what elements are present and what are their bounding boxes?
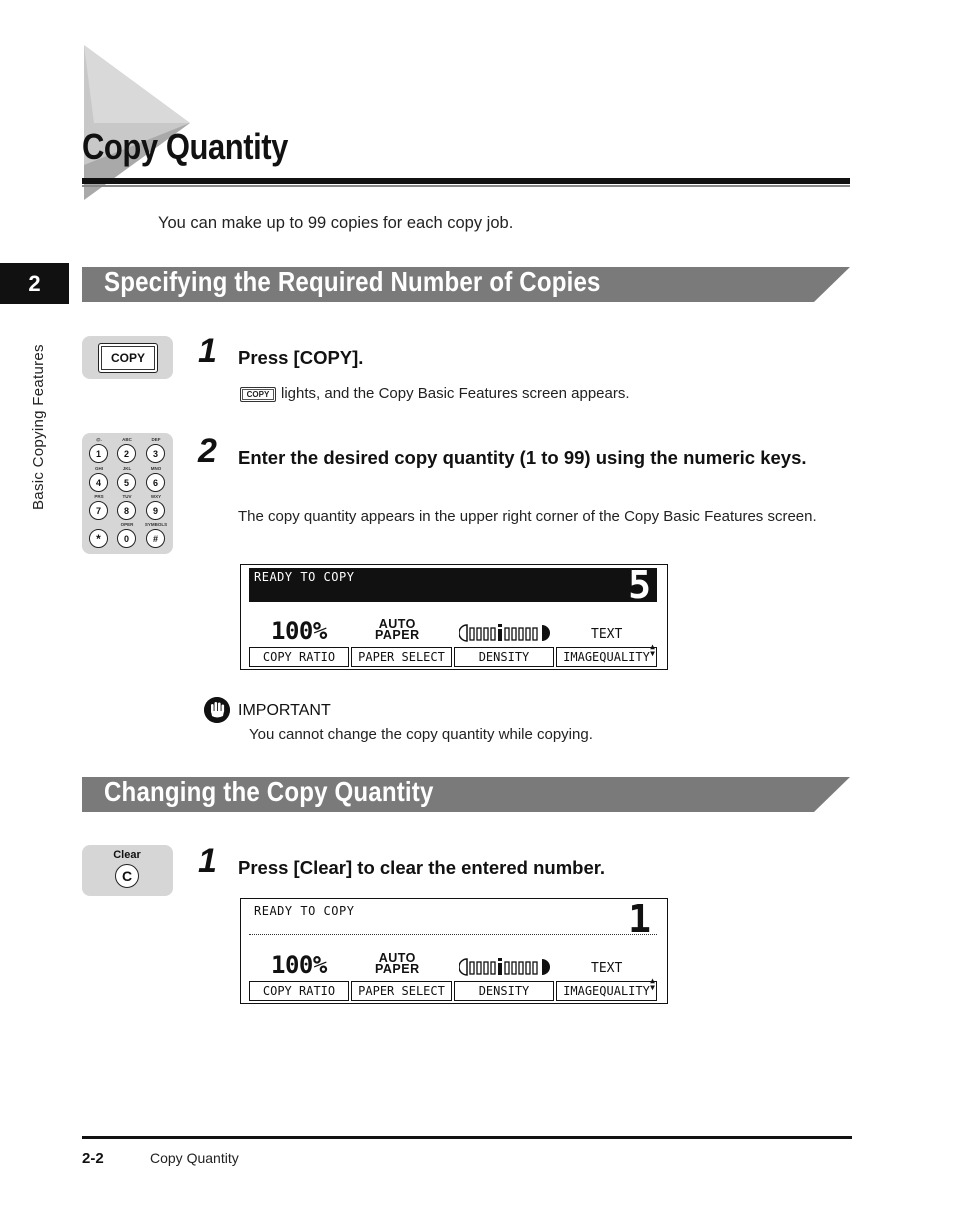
lcd-ratio-value: 100%: [271, 617, 327, 645]
page-title: Copy Quantity: [82, 126, 288, 167]
density-button[interactable]: DENSITY: [454, 647, 554, 667]
section-title: Specifying the Required Number of Copies: [104, 266, 601, 297]
lcd-dotted-divider: [249, 934, 657, 935]
step-body: [240, 383, 630, 404]
key-sublabel: OPER: [120, 522, 134, 527]
step-number: 1: [198, 332, 217, 370]
density-scale-icon: [459, 623, 551, 643]
key-5: 5: [117, 473, 136, 492]
key-2: 2: [117, 444, 136, 463]
step-heading: Press [Clear] to clear the entered number.: [238, 857, 606, 878]
step-body-text: lights, and the Copy Basic Features screen appears.: [281, 385, 630, 402]
lcd-screen: [240, 898, 668, 1004]
important-hand-icon: [204, 697, 230, 723]
copy-ratio-button[interactable]: COPY RATIO: [249, 647, 349, 667]
clear-key-label: Clear: [113, 849, 141, 861]
lcd-status-bar: [249, 897, 657, 941]
footer-title: Copy Quantity: [150, 1150, 239, 1166]
key-3: 3: [146, 444, 165, 463]
lcd-paper-line1: AUTO: [378, 951, 416, 965]
lcd-button-row: [249, 981, 657, 1001]
important-label: IMPORTANT: [238, 702, 331, 719]
key-asterisk: *: [89, 529, 108, 548]
scroll-arrows-icon: ▲ ▼: [650, 976, 655, 992]
chapter-label: Basic Copying Features: [30, 344, 47, 510]
key-sublabel: ABC: [122, 437, 132, 442]
lcd-copy-count: 1: [628, 897, 651, 941]
key-7: 7: [89, 501, 108, 520]
lcd-mode-value: TEXT: [591, 627, 623, 642]
clear-key: C: [115, 864, 139, 888]
lcd-paper-line1: AUTO: [378, 617, 416, 631]
key-0: 0: [117, 529, 136, 548]
image-quality-button[interactable]: IMAGEQUALITY: [556, 981, 657, 1001]
density-button[interactable]: DENSITY: [454, 981, 554, 1001]
step-heading: Enter the desired copy quantity (1 to 99) using the numeric keys.: [238, 447, 807, 468]
lcd-ratio-value: 100%: [271, 951, 327, 979]
key-sublabel: MNO: [150, 466, 162, 471]
lcd-copy-count: 5: [628, 563, 651, 607]
key-sublabel: TUV: [122, 494, 132, 499]
footer-page-number: 2-2: [82, 1150, 104, 1167]
lcd-paper-line2: PAPER: [375, 962, 420, 976]
key-sublabel: JKL: [122, 466, 132, 471]
section-title: Changing the Copy Quantity: [104, 776, 434, 807]
lcd-paper-line2: PAPER: [375, 628, 420, 642]
copy-key: COPY: [98, 343, 158, 373]
lcd-status-text: READY TO COPY: [254, 570, 355, 584]
title-rule: [82, 178, 850, 184]
key-9: 9: [146, 501, 165, 520]
step-heading: Press [COPY].: [238, 347, 364, 368]
paper-select-button[interactable]: PAPER SELECT: [351, 981, 452, 1001]
lcd-mode-value: TEXT: [591, 961, 623, 976]
lcd-paper-value: [375, 953, 420, 975]
inline-copy-key: COPY: [240, 387, 276, 402]
copy-ratio-button[interactable]: COPY RATIO: [249, 981, 349, 1001]
key-4: 4: [89, 473, 108, 492]
key-8: 8: [117, 501, 136, 520]
scroll-arrows-icon: ▲ ▼: [650, 642, 655, 658]
key-hash: #: [146, 529, 165, 548]
lcd-status-bar: [249, 563, 657, 607]
key-sublabel: @.: [96, 437, 102, 442]
step-number: 1: [198, 842, 217, 880]
key-sublabel: WXY: [150, 494, 162, 499]
density-scale-icon: [459, 957, 551, 977]
key-sublabel: DEF: [151, 437, 161, 442]
step-body: The copy quantity appears in the upper right corner of the Copy Basic Features screen.: [238, 508, 817, 525]
paper-select-button[interactable]: PAPER SELECT: [351, 647, 452, 667]
lcd-status-text: READY TO COPY: [254, 904, 355, 918]
lcd-button-row: [249, 647, 657, 667]
numeric-keypad-illustration: [82, 433, 173, 554]
chapter-tab: 2: [0, 263, 69, 304]
title-rule-shadow: [82, 185, 850, 187]
key-1: 1: [89, 444, 108, 463]
lcd-paper-value: [375, 619, 420, 641]
key-6: 6: [146, 473, 165, 492]
step-number: 2: [198, 432, 217, 470]
intro-text: You can make up to 99 copies for each copy job.: [158, 214, 514, 232]
image-quality-button[interactable]: IMAGEQUALITY: [556, 647, 657, 667]
lcd-screen: [240, 564, 668, 670]
important-text: You cannot change the copy quantity while copying.: [249, 726, 593, 743]
footer-rule: [82, 1136, 852, 1139]
key-sublabel: SYMBOLS: [144, 522, 168, 527]
key-sublabel: GHI: [94, 466, 103, 471]
key-sublabel: PRS: [94, 494, 104, 499]
